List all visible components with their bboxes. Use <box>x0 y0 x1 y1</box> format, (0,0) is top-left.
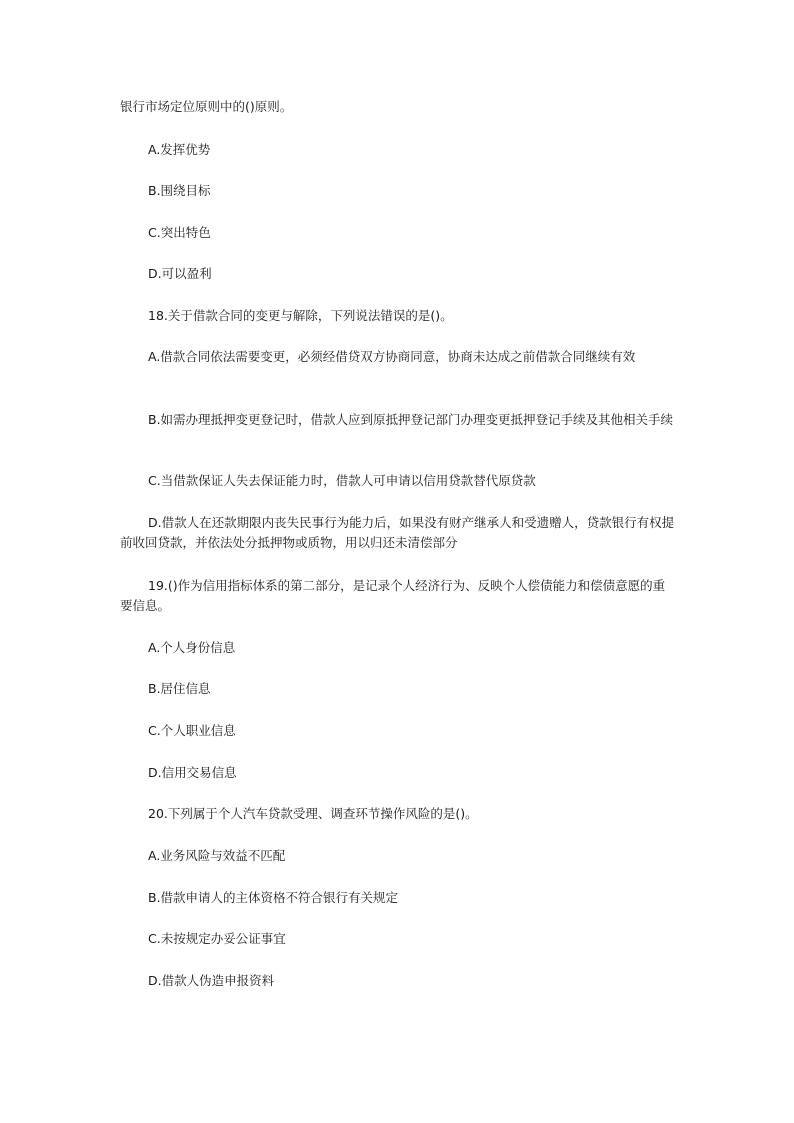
question-18-stem: 18.关于借款合同的变更与解除，下列说法错误的是()。 <box>148 308 453 323</box>
question-17-option-d: D.可以盈利 <box>148 266 212 281</box>
question-18-option-c: C.当借款保证人失去保证能力时，借款人可申请以信用贷款替代原贷款 <box>148 473 536 488</box>
question-18-option-a: A.借款合同依法需要变更，必须经借贷双方协商同意，协商未达成之前借款合同继续有效 <box>148 349 636 364</box>
question-19-stem: 19.()作为信用指标体系的第二部分，是记录个人经济行为、反映个人偿债能力和偿债意愿的重要信息。 <box>120 578 666 613</box>
question-19-option-c: C.个人职业信息 <box>148 723 236 738</box>
question-20-option-a: A.业务风险与效益不匹配 <box>148 848 286 863</box>
question-17-option-a: A.发挥优势 <box>148 142 211 157</box>
question-18-option-d: D.借款人在还款期限内丧失民事行为能力后，如果没有财产继承人和受遗赠人，贷款银行有权提前收回贷款，并依法处分抵押物或质物，用以归还未清偿部分 <box>120 515 675 550</box>
question-17-option-c: C.突出特色 <box>148 225 211 240</box>
question-19-option-b: B.居住信息 <box>148 681 211 696</box>
question-20-stem: 20.下列属于个人汽车贷款受理、调查环节操作风险的是()。 <box>148 806 478 821</box>
question-18-option-b: B.如需办理抵押变更登记时，借款人应到原抵押登记部门办理变更抵押登记手续及其他相关手续 <box>148 412 674 427</box>
question-19-option-d: D.信用交易信息 <box>148 765 237 780</box>
question-20-option-c: C.未按规定办妥公证事宜 <box>148 931 286 946</box>
question-20-option-d: D.借款人伪造申报资料 <box>148 973 275 988</box>
question-17-stem-tail: 银行市场定位原则中的()原则。 <box>120 99 293 114</box>
question-19-option-a: A.个人身份信息 <box>148 640 236 655</box>
question-17-option-b: B.围绕目标 <box>148 183 211 198</box>
question-20-option-b: B.借款申请人的主体资格不符合银行有关规定 <box>148 890 399 905</box>
